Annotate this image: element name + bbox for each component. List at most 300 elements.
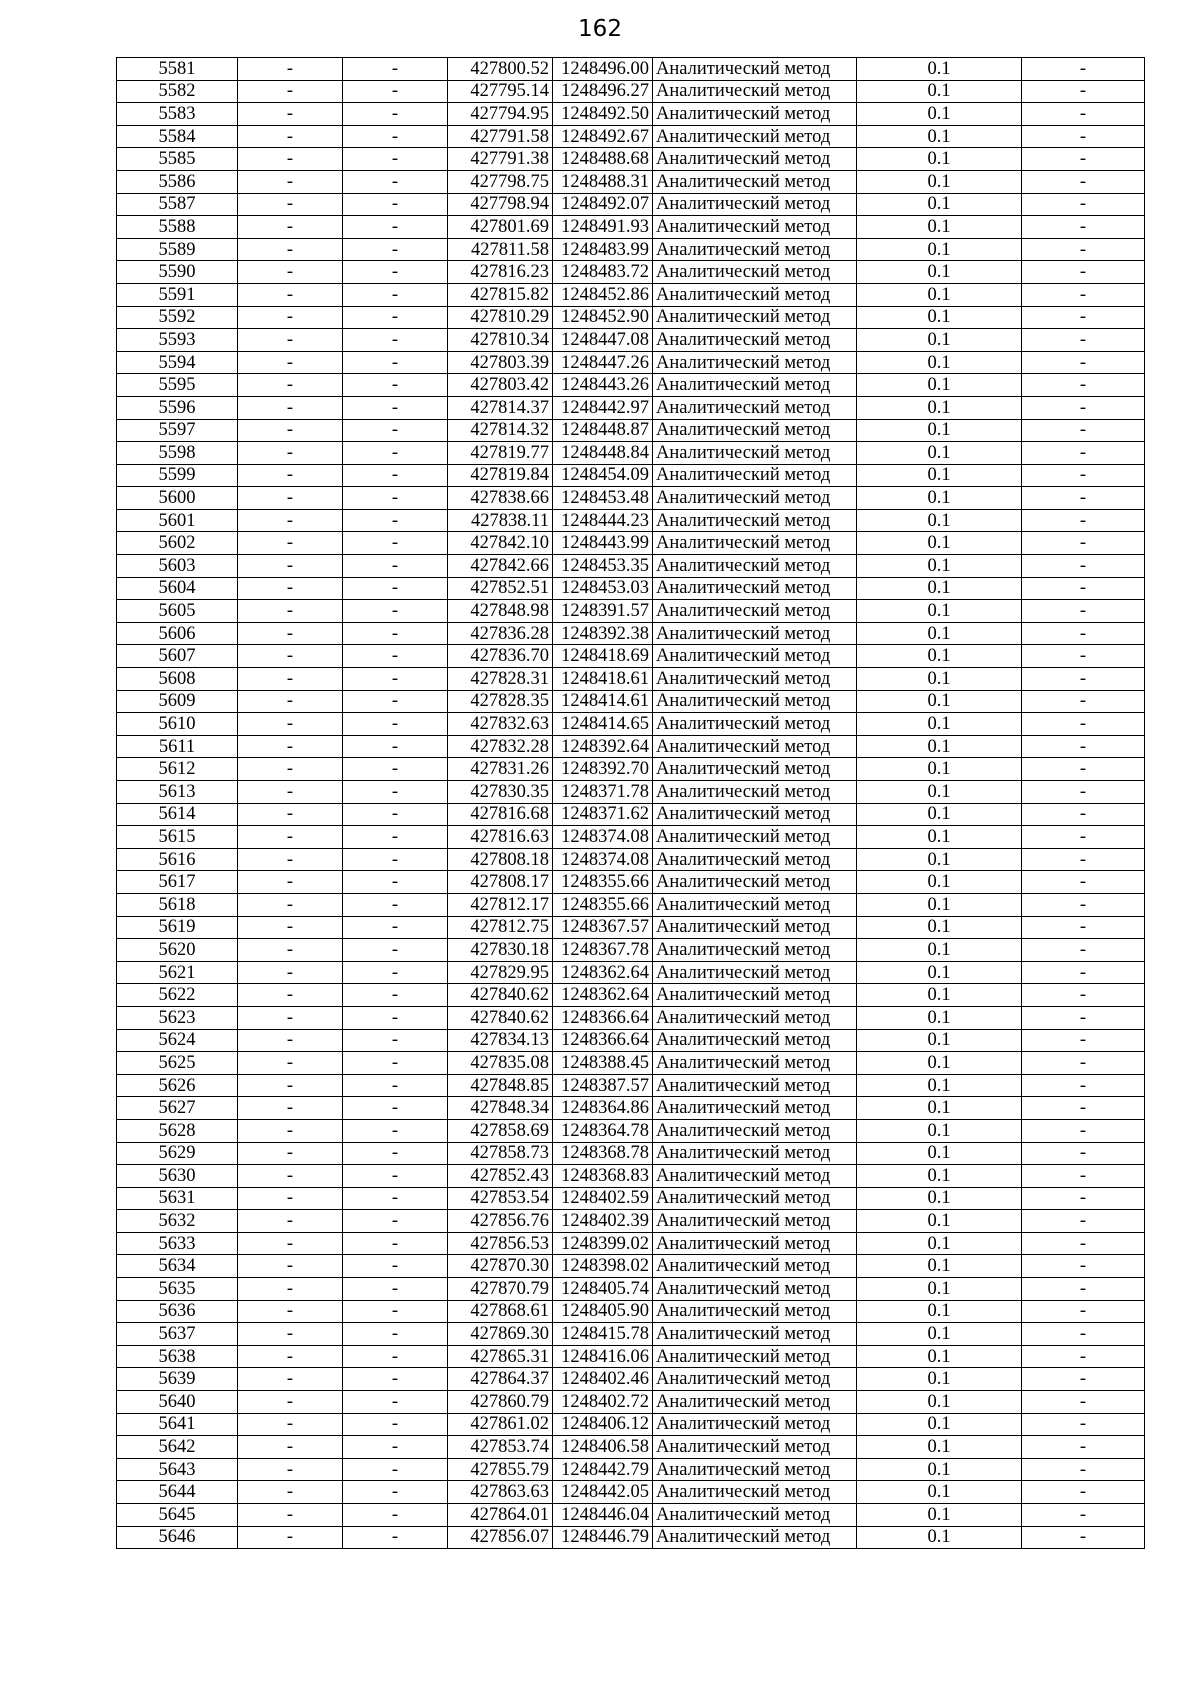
accuracy-cell: 0.1 <box>857 261 1022 284</box>
accuracy-cell: 0.1 <box>857 1436 1022 1459</box>
table-row <box>117 1278 1145 1301</box>
blank-cell-2: - <box>343 1391 448 1414</box>
point-number-cell: 5629 <box>117 1142 238 1165</box>
point-number-cell: 5595 <box>117 374 238 397</box>
blank-cell-1: - <box>238 668 343 691</box>
blank-cell-2: - <box>343 532 448 555</box>
accuracy-cell: 0.1 <box>857 1232 1022 1255</box>
blank-cell-1: - <box>238 170 343 193</box>
blank-cell-3: - <box>1022 826 1145 849</box>
y-coordinate-cell: 1248453.03 <box>553 577 653 600</box>
blank-cell-2: - <box>343 735 448 758</box>
blank-cell-1: - <box>238 735 343 758</box>
method-cell: Аналитический метод <box>653 261 857 284</box>
x-coordinate-cell: 427801.69 <box>448 216 553 239</box>
blank-cell-2: - <box>343 758 448 781</box>
accuracy-cell: 0.1 <box>857 871 1022 894</box>
blank-cell-3: - <box>1022 1029 1145 1052</box>
point-number-cell: 5600 <box>117 487 238 510</box>
table-row <box>117 758 1145 781</box>
table-row <box>117 1526 1145 1549</box>
method-cell: Аналитический метод <box>653 306 857 329</box>
y-coordinate-cell: 1248388.45 <box>553 1052 653 1075</box>
blank-cell-1: - <box>238 58 343 81</box>
blank-cell-2: - <box>343 1255 448 1278</box>
y-coordinate-cell: 1248492.50 <box>553 103 653 126</box>
y-coordinate-cell: 1248366.64 <box>553 1006 653 1029</box>
blank-cell-2: - <box>343 238 448 261</box>
table-row <box>117 442 1145 465</box>
blank-cell-3: - <box>1022 193 1145 216</box>
method-cell: Аналитический метод <box>653 1119 857 1142</box>
accuracy-cell: 0.1 <box>857 329 1022 352</box>
x-coordinate-cell: 427864.37 <box>448 1368 553 1391</box>
accuracy-cell: 0.1 <box>857 1345 1022 1368</box>
point-number-cell: 5640 <box>117 1391 238 1414</box>
blank-cell-1: - <box>238 893 343 916</box>
accuracy-cell: 0.1 <box>857 555 1022 578</box>
accuracy-cell: 0.1 <box>857 419 1022 442</box>
method-cell: Аналитический метод <box>653 1458 857 1481</box>
blank-cell-2: - <box>343 713 448 736</box>
x-coordinate-cell: 427863.63 <box>448 1481 553 1504</box>
y-coordinate-cell: 1248364.78 <box>553 1119 653 1142</box>
x-coordinate-cell: 427811.58 <box>448 238 553 261</box>
y-coordinate-cell: 1248442.79 <box>553 1458 653 1481</box>
accuracy-cell: 0.1 <box>857 939 1022 962</box>
blank-cell-1: - <box>238 103 343 126</box>
table-row <box>117 1052 1145 1075</box>
point-number-cell: 5597 <box>117 419 238 442</box>
table-row <box>117 1300 1145 1323</box>
x-coordinate-cell: 427794.95 <box>448 103 553 126</box>
method-cell: Аналитический метод <box>653 939 857 962</box>
accuracy-cell: 0.1 <box>857 1119 1022 1142</box>
blank-cell-1: - <box>238 464 343 487</box>
blank-cell-2: - <box>343 1526 448 1549</box>
blank-cell-2: - <box>343 1006 448 1029</box>
blank-cell-3: - <box>1022 781 1145 804</box>
method-cell: Аналитический метод <box>653 735 857 758</box>
blank-cell-1: - <box>238 1097 343 1120</box>
blank-cell-1: - <box>238 1481 343 1504</box>
y-coordinate-cell: 1248392.38 <box>553 622 653 645</box>
accuracy-cell: 0.1 <box>857 148 1022 171</box>
y-coordinate-cell: 1248452.86 <box>553 283 653 306</box>
y-coordinate-cell: 1248414.65 <box>553 713 653 736</box>
point-number-cell: 5602 <box>117 532 238 555</box>
y-coordinate-cell: 1248387.57 <box>553 1074 653 1097</box>
method-cell: Аналитический метод <box>653 1413 857 1436</box>
y-coordinate-cell: 1248405.90 <box>553 1300 653 1323</box>
blank-cell-3: - <box>1022 1255 1145 1278</box>
point-number-cell: 5641 <box>117 1413 238 1436</box>
accuracy-cell: 0.1 <box>857 1278 1022 1301</box>
x-coordinate-cell: 427832.63 <box>448 713 553 736</box>
blank-cell-3: - <box>1022 1368 1145 1391</box>
x-coordinate-cell: 427800.52 <box>448 58 553 81</box>
x-coordinate-cell: 427808.18 <box>448 848 553 871</box>
point-number-cell: 5632 <box>117 1210 238 1233</box>
blank-cell-1: - <box>238 329 343 352</box>
y-coordinate-cell: 1248414.61 <box>553 690 653 713</box>
x-coordinate-cell: 427829.95 <box>448 961 553 984</box>
table-row <box>117 80 1145 103</box>
x-coordinate-cell: 427852.51 <box>448 577 553 600</box>
table-row <box>117 1097 1145 1120</box>
accuracy-cell: 0.1 <box>857 125 1022 148</box>
x-coordinate-cell: 427808.17 <box>448 871 553 894</box>
method-cell: Аналитический метод <box>653 1323 857 1346</box>
table-row <box>117 1074 1145 1097</box>
blank-cell-2: - <box>343 577 448 600</box>
y-coordinate-cell: 1248371.62 <box>553 803 653 826</box>
blank-cell-2: - <box>343 600 448 623</box>
blank-cell-2: - <box>343 193 448 216</box>
method-cell: Аналитический метод <box>653 781 857 804</box>
table-row <box>117 58 1145 81</box>
table-row <box>117 690 1145 713</box>
blank-cell-3: - <box>1022 261 1145 284</box>
blank-cell-3: - <box>1022 600 1145 623</box>
method-cell: Аналитический метод <box>653 1526 857 1549</box>
y-coordinate-cell: 1248405.74 <box>553 1278 653 1301</box>
method-cell: Аналитический метод <box>653 329 857 352</box>
point-number-cell: 5582 <box>117 80 238 103</box>
x-coordinate-cell: 427828.35 <box>448 690 553 713</box>
blank-cell-3: - <box>1022 58 1145 81</box>
blank-cell-2: - <box>343 1074 448 1097</box>
accuracy-cell: 0.1 <box>857 216 1022 239</box>
y-coordinate-cell: 1248492.07 <box>553 193 653 216</box>
point-number-cell: 5612 <box>117 758 238 781</box>
table-row <box>117 555 1145 578</box>
table-row <box>117 351 1145 374</box>
blank-cell-2: - <box>343 329 448 352</box>
method-cell: Аналитический метод <box>653 984 857 1007</box>
blank-cell-1: - <box>238 1119 343 1142</box>
blank-cell-1: - <box>238 1052 343 1075</box>
blank-cell-1: - <box>238 1436 343 1459</box>
y-coordinate-cell: 1248399.02 <box>553 1232 653 1255</box>
x-coordinate-cell: 427832.28 <box>448 735 553 758</box>
blank-cell-3: - <box>1022 645 1145 668</box>
accuracy-cell: 0.1 <box>857 1142 1022 1165</box>
method-cell: Аналитический метод <box>653 351 857 374</box>
point-number-cell: 5616 <box>117 848 238 871</box>
blank-cell-1: - <box>238 1255 343 1278</box>
accuracy-cell: 0.1 <box>857 464 1022 487</box>
method-cell: Аналитический метод <box>653 1255 857 1278</box>
table-row <box>117 396 1145 419</box>
point-number-cell: 5611 <box>117 735 238 758</box>
blank-cell-1: - <box>238 758 343 781</box>
method-cell: Аналитический метод <box>653 238 857 261</box>
blank-cell-2: - <box>343 509 448 532</box>
table-row <box>117 1210 1145 1233</box>
blank-cell-1: - <box>238 1278 343 1301</box>
blank-cell-3: - <box>1022 1481 1145 1504</box>
method-cell: Аналитический метод <box>653 1029 857 1052</box>
x-coordinate-cell: 427840.62 <box>448 984 553 1007</box>
table-row <box>117 871 1145 894</box>
accuracy-cell: 0.1 <box>857 58 1022 81</box>
method-cell: Аналитический метод <box>653 668 857 691</box>
blank-cell-3: - <box>1022 893 1145 916</box>
y-coordinate-cell: 1248442.97 <box>553 396 653 419</box>
table-row <box>117 1006 1145 1029</box>
y-coordinate-cell: 1248402.59 <box>553 1187 653 1210</box>
y-coordinate-cell: 1248491.93 <box>553 216 653 239</box>
blank-cell-3: - <box>1022 1165 1145 1188</box>
blank-cell-2: - <box>343 1097 448 1120</box>
method-cell: Аналитический метод <box>653 1187 857 1210</box>
blank-cell-2: - <box>343 1345 448 1368</box>
blank-cell-1: - <box>238 600 343 623</box>
table-row <box>117 125 1145 148</box>
method-cell: Аналитический метод <box>653 1052 857 1075</box>
point-number-cell: 5643 <box>117 1458 238 1481</box>
blank-cell-1: - <box>238 1232 343 1255</box>
y-coordinate-cell: 1248418.69 <box>553 645 653 668</box>
x-coordinate-cell: 427861.02 <box>448 1413 553 1436</box>
blank-cell-2: - <box>343 1052 448 1075</box>
x-coordinate-cell: 427831.26 <box>448 758 553 781</box>
blank-cell-1: - <box>238 306 343 329</box>
blank-cell-3: - <box>1022 238 1145 261</box>
table-row <box>117 713 1145 736</box>
table-row <box>117 984 1145 1007</box>
method-cell: Аналитический метод <box>653 916 857 939</box>
blank-cell-2: - <box>343 1119 448 1142</box>
blank-cell-2: - <box>343 1504 448 1527</box>
method-cell: Аналитический метод <box>653 893 857 916</box>
accuracy-cell: 0.1 <box>857 1504 1022 1527</box>
x-coordinate-cell: 427860.79 <box>448 1391 553 1414</box>
accuracy-cell: 0.1 <box>857 1481 1022 1504</box>
table-row <box>117 1142 1145 1165</box>
method-cell: Аналитический метод <box>653 487 857 510</box>
point-number-cell: 5625 <box>117 1052 238 1075</box>
x-coordinate-cell: 427791.38 <box>448 148 553 171</box>
table-row <box>117 600 1145 623</box>
method-cell: Аналитический метод <box>653 80 857 103</box>
point-number-cell: 5623 <box>117 1006 238 1029</box>
method-cell: Аналитический метод <box>653 1504 857 1527</box>
point-number-cell: 5584 <box>117 125 238 148</box>
x-coordinate-cell: 427834.13 <box>448 1029 553 1052</box>
blank-cell-3: - <box>1022 80 1145 103</box>
table-row <box>117 1368 1145 1391</box>
method-cell: Аналитический метод <box>653 1142 857 1165</box>
method-cell: Аналитический метод <box>653 1300 857 1323</box>
table-row <box>117 509 1145 532</box>
point-number-cell: 5630 <box>117 1165 238 1188</box>
x-coordinate-cell: 427803.39 <box>448 351 553 374</box>
table-row <box>117 961 1145 984</box>
y-coordinate-cell: 1248406.58 <box>553 1436 653 1459</box>
y-coordinate-cell: 1248374.08 <box>553 848 653 871</box>
blank-cell-1: - <box>238 351 343 374</box>
accuracy-cell: 0.1 <box>857 803 1022 826</box>
blank-cell-3: - <box>1022 668 1145 691</box>
blank-cell-3: - <box>1022 1074 1145 1097</box>
accuracy-cell: 0.1 <box>857 1052 1022 1075</box>
table-row <box>117 532 1145 555</box>
blank-cell-3: - <box>1022 306 1145 329</box>
point-number-cell: 5610 <box>117 713 238 736</box>
accuracy-cell: 0.1 <box>857 80 1022 103</box>
table-row <box>117 1391 1145 1414</box>
blank-cell-2: - <box>343 1458 448 1481</box>
accuracy-cell: 0.1 <box>857 984 1022 1007</box>
accuracy-cell: 0.1 <box>857 374 1022 397</box>
accuracy-cell: 0.1 <box>857 1526 1022 1549</box>
point-number-cell: 5585 <box>117 148 238 171</box>
y-coordinate-cell: 1248416.06 <box>553 1345 653 1368</box>
table-row <box>117 283 1145 306</box>
y-coordinate-cell: 1248362.64 <box>553 961 653 984</box>
blank-cell-3: - <box>1022 1323 1145 1346</box>
blank-cell-2: - <box>343 1436 448 1459</box>
blank-cell-3: - <box>1022 555 1145 578</box>
accuracy-cell: 0.1 <box>857 690 1022 713</box>
blank-cell-2: - <box>343 396 448 419</box>
accuracy-cell: 0.1 <box>857 1300 1022 1323</box>
point-number-cell: 5586 <box>117 170 238 193</box>
y-coordinate-cell: 1248368.78 <box>553 1142 653 1165</box>
blank-cell-2: - <box>343 442 448 465</box>
blank-cell-3: - <box>1022 1278 1145 1301</box>
blank-cell-3: - <box>1022 125 1145 148</box>
table-row <box>117 148 1145 171</box>
point-number-cell: 5594 <box>117 351 238 374</box>
accuracy-cell: 0.1 <box>857 781 1022 804</box>
accuracy-cell: 0.1 <box>857 442 1022 465</box>
blank-cell-1: - <box>238 396 343 419</box>
x-coordinate-cell: 427842.10 <box>448 532 553 555</box>
blank-cell-2: - <box>343 939 448 962</box>
method-cell: Аналитический метод <box>653 1345 857 1368</box>
accuracy-cell: 0.1 <box>857 1006 1022 1029</box>
point-number-cell: 5599 <box>117 464 238 487</box>
blank-cell-3: - <box>1022 1504 1145 1527</box>
table-row <box>117 419 1145 442</box>
method-cell: Аналитический метод <box>653 555 857 578</box>
y-coordinate-cell: 1248406.12 <box>553 1413 653 1436</box>
y-coordinate-cell: 1248392.70 <box>553 758 653 781</box>
table-row <box>117 577 1145 600</box>
table-row <box>117 1165 1145 1188</box>
blank-cell-1: - <box>238 826 343 849</box>
point-number-cell: 5646 <box>117 1526 238 1549</box>
blank-cell-2: - <box>343 826 448 849</box>
blank-cell-2: - <box>343 1165 448 1188</box>
x-coordinate-cell: 427830.18 <box>448 939 553 962</box>
blank-cell-1: - <box>238 1345 343 1368</box>
point-number-cell: 5617 <box>117 871 238 894</box>
blank-cell-1: - <box>238 1187 343 1210</box>
blank-cell-3: - <box>1022 374 1145 397</box>
table-row <box>117 1436 1145 1459</box>
point-number-cell: 5628 <box>117 1119 238 1142</box>
blank-cell-3: - <box>1022 216 1145 239</box>
point-number-cell: 5618 <box>117 893 238 916</box>
x-coordinate-cell: 427852.43 <box>448 1165 553 1188</box>
table-row <box>117 1119 1145 1142</box>
blank-cell-3: - <box>1022 351 1145 374</box>
table-row <box>117 893 1145 916</box>
point-number-cell: 5603 <box>117 555 238 578</box>
table-row <box>117 103 1145 126</box>
blank-cell-2: - <box>343 1232 448 1255</box>
accuracy-cell: 0.1 <box>857 916 1022 939</box>
accuracy-cell: 0.1 <box>857 1029 1022 1052</box>
y-coordinate-cell: 1248355.66 <box>553 871 653 894</box>
point-number-cell: 5615 <box>117 826 238 849</box>
blank-cell-1: - <box>238 622 343 645</box>
accuracy-cell: 0.1 <box>857 577 1022 600</box>
accuracy-cell: 0.1 <box>857 713 1022 736</box>
x-coordinate-cell: 427819.77 <box>448 442 553 465</box>
y-coordinate-cell: 1248453.35 <box>553 555 653 578</box>
blank-cell-2: - <box>343 1210 448 1233</box>
method-cell: Аналитический метод <box>653 1232 857 1255</box>
blank-cell-2: - <box>343 351 448 374</box>
table-row <box>117 1255 1145 1278</box>
accuracy-cell: 0.1 <box>857 893 1022 916</box>
x-coordinate-cell: 427864.01 <box>448 1504 553 1527</box>
method-cell: Аналитический метод <box>653 600 857 623</box>
coordinates-table <box>116 57 1145 1549</box>
x-coordinate-cell: 427848.98 <box>448 600 553 623</box>
y-coordinate-cell: 1248402.72 <box>553 1391 653 1414</box>
point-number-cell: 5590 <box>117 261 238 284</box>
table-row <box>117 261 1145 284</box>
table-row <box>117 1481 1145 1504</box>
point-number-cell: 5583 <box>117 103 238 126</box>
point-number-cell: 5626 <box>117 1074 238 1097</box>
point-number-cell: 5636 <box>117 1300 238 1323</box>
accuracy-cell: 0.1 <box>857 735 1022 758</box>
x-coordinate-cell: 427853.74 <box>448 1436 553 1459</box>
blank-cell-3: - <box>1022 916 1145 939</box>
blank-cell-3: - <box>1022 1526 1145 1549</box>
method-cell: Аналитический метод <box>653 758 857 781</box>
accuracy-cell: 0.1 <box>857 826 1022 849</box>
table-row <box>117 939 1145 962</box>
blank-cell-2: - <box>343 1413 448 1436</box>
blank-cell-1: - <box>238 939 343 962</box>
accuracy-cell: 0.1 <box>857 170 1022 193</box>
point-number-cell: 5631 <box>117 1187 238 1210</box>
accuracy-cell: 0.1 <box>857 1210 1022 1233</box>
x-coordinate-cell: 427838.66 <box>448 487 553 510</box>
blank-cell-2: - <box>343 668 448 691</box>
blank-cell-3: - <box>1022 103 1145 126</box>
point-number-cell: 5591 <box>117 283 238 306</box>
blank-cell-1: - <box>238 1413 343 1436</box>
y-coordinate-cell: 1248415.78 <box>553 1323 653 1346</box>
y-coordinate-cell: 1248362.64 <box>553 984 653 1007</box>
blank-cell-2: - <box>343 1368 448 1391</box>
method-cell: Аналитический метод <box>653 58 857 81</box>
method-cell: Аналитический метод <box>653 1074 857 1097</box>
blank-cell-3: - <box>1022 1119 1145 1142</box>
point-number-cell: 5645 <box>117 1504 238 1527</box>
accuracy-cell: 0.1 <box>857 351 1022 374</box>
blank-cell-1: - <box>238 1300 343 1323</box>
